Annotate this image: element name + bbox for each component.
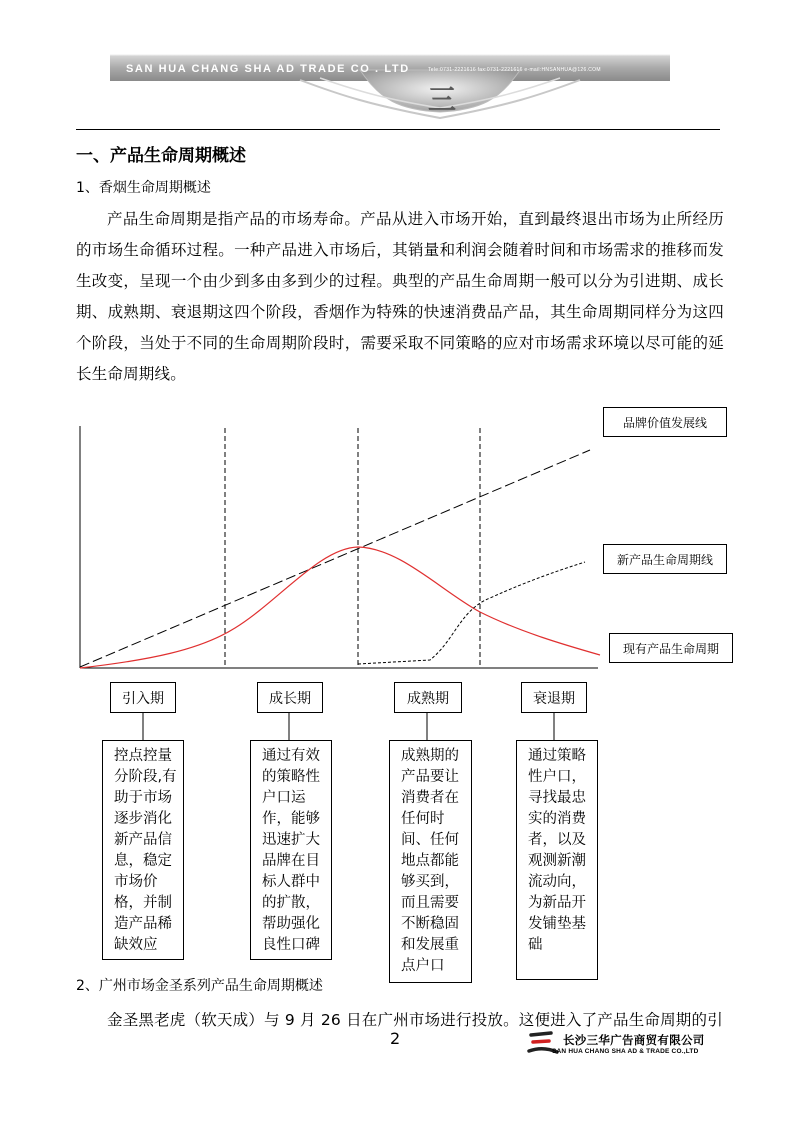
legend-brand-value-label: 品牌价值发展线	[622, 415, 707, 430]
brand-value-line	[80, 450, 590, 667]
stage-intro-label: 引入期	[122, 690, 164, 707]
stage-growth-label: 成长期	[269, 690, 311, 707]
stage-intro-desc: 控点控量分阶段,有助于市场逐步消化新产品信息，稳定市场价格，并制造产品稀缺效应	[102, 740, 184, 960]
header-logo: 三	[428, 83, 457, 116]
stage-maturity	[394, 682, 462, 713]
stage-growth	[257, 682, 323, 713]
stage-intro	[110, 682, 176, 713]
stage-maturity-label: 成熟期	[407, 690, 449, 707]
legend-existing-product-label: 现有产品生命周期	[622, 641, 719, 656]
header-contact: Tele:0731-2221616 fax:0731-2221616 e-mail:HNSANHUA@126.COM	[428, 67, 601, 73]
legend-new-product-label: 新产品生命周期线	[616, 552, 713, 567]
footer-company-cn: 长沙三华广告商贸有限公司	[563, 1033, 705, 1047]
paragraph-2: 金圣黑老虎（软天成）与 9 月 26 日在广州市场进行投放。这便进入了产品生命周期的引	[107, 1011, 723, 1029]
page-number: 2	[390, 1029, 401, 1048]
legend-existing-product	[609, 633, 733, 663]
new-product-curve	[358, 562, 585, 664]
legend-new-product	[603, 544, 727, 574]
section-title: 一、产品生命周期概述	[76, 146, 246, 166]
subsection-title-2: 2、广州市场金圣系列产品生命周期概述	[76, 978, 323, 994]
legend-brand-value	[603, 407, 727, 437]
existing-product-curve	[80, 547, 600, 668]
subsection-title-1: 1、香烟生命周期概述	[76, 180, 211, 196]
stage-decline	[521, 682, 587, 713]
paragraph-1: 产品生命周期是指产品的市场寿命。产品从进入市场开始，直到最终退出市场为止所经历的市场生命循环过程。一种产品进入市场后，其销量和利润会随着时间和市场需求的推移而发生改变，呈现一个由少到多由多到少的过程。典型的产品生命周期一般可以分为引进期、成长期、成熟期、衰退期这四个阶段，香烟作为特殊的快速消费品产品，其生命周期同样分为这四个阶段，当处于不同的生命周期阶段时，需要采取不同策略的应对市场需求环境以尽可能的延长生命周期线。	[76, 210, 724, 383]
stage-maturity-desc: 成熟期的产品要让消费者在任何时间、任何地点都能够买到，而且需要不断稳固和发展重点户口	[389, 740, 472, 983]
stage-growth-desc: 通过有效的策略性户口运作，能够迅速扩大品牌在目标人群中的扩散，帮助强化良性口碑	[250, 740, 332, 960]
stage-decline-desc: 通过策略性户口，寻找最忠实的消费者，以及观测新潮流动向，为新品开发铺垫基础	[516, 740, 598, 980]
stage-decline-label: 衰退期	[533, 690, 575, 707]
footer-company-en: SAN HUA CHANG SHA AD & TRADE CO.,LTD	[552, 1048, 699, 1055]
header-company-name: SAN HUA CHANG SHA AD TRADE CO . LTD	[126, 63, 410, 75]
